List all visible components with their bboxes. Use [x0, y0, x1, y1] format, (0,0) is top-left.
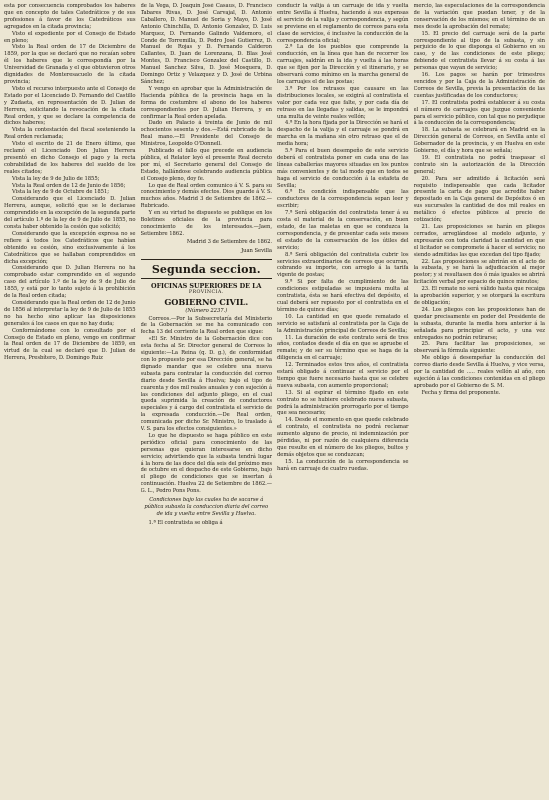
section-rule — [141, 278, 273, 279]
dateline: Madrid 3 de Setiembre de 1862. — [186, 238, 272, 245]
paragraph: Y vengo en aprobar que la Administración de Hacienda pública de la provincia haga en la forma de costumbre el abono de los haberes correspondientes por D. Julian Herrera, y en confirmar la Real orden apelada. — [140, 85, 272, 120]
paragraph: 19. El contratista no podrá traspasar el contrato sin la autorización de la Dirección general; — [413, 154, 545, 175]
paragraph: Vista la ley de 9 de Octubre de 1851; — [12, 189, 109, 196]
section-rule — [141, 259, 273, 260]
paragraph: Vista la contestación del fiscal sosteniendo la Real orden reclamada; — [4, 127, 136, 141]
section-heading: GOBIERNO CIVIL. — [164, 296, 249, 307]
paragraph: Visto la Real orden de 17 de Diciembre de 1859, por la que se declaró que no recaían sobre él los haberes que le correspondía por la Universidad de Granada y el que obtuvieron otros dignidades de Monteresacuelo de la citada provincia; — [4, 44, 136, 85]
paragraph: 25. Para facilitar las proposiciones, se observará la fórmula siguiente: — [413, 341, 545, 355]
paragraph: Lo que he dispuesto se haga público en este periódico oficial para conocimiento de las personas que quieran interesarse en dicho servicio; advirtiendo que la subasta tendrá lugar á la hora de las doce del día seis del próximo mes de octubre en el despacho de este Gobierno, bajo el pliego de condiciones que se insertan á continuación. Huelva 22 de Setiembre de 1862.—G. L., Pedro Pons Pons. — [140, 432, 272, 495]
paragraph: 5.ª Para el buen desempeño de este servicio deberá el contratista poner en cada una de las líneas caballerías mayores situadas en los puntos más convenientes y de tal modo que en todos se haga el servicio de conducción á la estafeta de Sevilla; — [277, 148, 409, 189]
paragraph: 4.ª En la hora fijada por la Dirección se hará el despacho de la valija y el carruaje se pondrá en marcha en la mañana sin otro retraso que el de media hora; — [277, 120, 409, 148]
paragraph: 13. Si al espirar el término fijado en este contrato no se hubiere celebrado nueva subasta, podrá la administración prorrogarlo por el tiempo que sea necesario; — [277, 389, 409, 417]
paragraph: conducir la valija á un carruaje de ida y vuelta entre Sevilla á Huelva, haciendo á sus expensas el servicio de la valija y correspondencia, y según se previene en el reglamento de correos para esta clase de servicios, é inclusive la conducción de la correspondencia oficial; — [277, 3, 409, 44]
paragraph: Considerando que D. Julian Herrera no ha comprobado estar comprendido en el segundo caso del artículo 1.º de la ley de 9 de Julio de 1855, y está por lo tanto sujeto á la prohibición de la Real orden citada; — [4, 265, 136, 300]
paragraph: 14. Desde el momento en que quede celebrado el contrato, el contratista no podrá reclamar aumento alguno de precio, ni indemnización por pérdidas, ni por razón de cualquiera diferencia que resulte en el número de los pliegos, bultos y demás objetos que se conduzcan; — [277, 417, 409, 458]
paragraph: 15. La conducción de la correspondencia se hará en carruaje de cuatro ruedas. — [277, 458, 409, 472]
paragraph: Y en su virtud he dispuesto se publique en los Boletines oficiales de la provincia para conocimiento de los interesados.—Jaen, Setiembre 1862. — [140, 210, 272, 237]
column-2 — [141, 3, 273, 800]
paragraph: 21. Las proposiciones se harán en pliegos cerrados, arreglándose al modelo adjunto, y expresarán con toda claridad la cantidad en que el licitador se compromete á hacer el servicio; no siendo admitidas las que excedan del tipo fijado; — [413, 224, 545, 258]
paragraph: 12. Terminados estos tres años, el contratista estará obligado á continuar el servicio por el tiempo que fuere necesario hasta que se celebre nueva subasta, con aumento proporcional; — [277, 362, 409, 389]
paragraph: 6.ª Es condición indispensable que las conductores de la correspondencia sepan leer y escribir; — [277, 189, 409, 210]
paragraph: Visto el expediente por el Consejo de Estado en pleno; — [4, 30, 136, 44]
column-1 — [4, 3, 136, 800]
section-subtitle: PROVINCIA. — [188, 289, 224, 295]
paragraph: «El Sr. Ministro de la Gobernación dice con esta fecha al Sr. Director general de Correos lo siguiente:—La Reina (q. D. g.), de conformidad con lo propuesto por esa Dirección general, se ha dignado mandar que se celebre una nueva subasta para contratar la conducción del correo diario desde Sevilla á Huelva; bajo el tipo de cuarenta y dos mil reales anuales y con sujeción á las condiciones del adjunto pliego, en el cual queda suprimida la creación de conductores especiales y á cargo del contratista el servicio de la expresada conducción.—De Real orden, comunicada por dicho Sr. Ministro, lo traslado á V. S. para los efectos consiguientes.» — [140, 336, 272, 433]
paragraph: 16. Los pagos se harán por trimestres vencidos y por la Caja de la Administración de Correos de Sevilla, previa la presentación de las cuentas justificadas de los conductores; — [413, 72, 545, 99]
paragraph: Considerando que el Licenciado D. Julian Herrera, aunque, solicitó que se le declarase comprendido en la excepción de la segunda parte del artículo 1.º de la ley de 9 de Julio de 1855, no consta haber obtenido la cesión que solicitó; — [4, 196, 136, 230]
paragraph: Visto el recurso interpuesto ante el Consejo de Estado por el Licenciado D. Fernando del Castillo y Zudaeta, en representación de D. Julian de Herrera, solicitando la revocación de la citada Real orden, y que se declare la competencia de dichos haberes; — [4, 85, 136, 127]
paragraph: Conformándome con lo consultado por el Consejo de Estado en pleno, vengo en confirmar la Real orden de 17 de Diciembre de 1859, en virtud de la cual se declaró que D. Julian de Herrera, Presbítero, D. Domingo Ruiz — [4, 327, 136, 362]
paragraph: Dado en Palacio á treinta de Junio de mil ochocientos sesenta y dos.—Está rubricado de la Real mano.—El Presidente del Consejo de Ministros, Leopoldo O'Donnell. — [140, 120, 272, 148]
paragraph: 9.ª Si por falta de cumplimiento de las condiciones estipuladas se impusiera multa al contratista, ésta se hará efectiva del depósito, el cual deberá ser repuesto por el contratista en el término de quince días; — [277, 279, 409, 313]
notice-number: (Número 2237.) — [185, 307, 228, 314]
paragraph: Me obligo á desempeñar la conducción del correo diario desde Sevilla á Huelva, y vice versa, por la cantidad de ..... reales vellón al año, con sujeción á las condiciones contenidas en el pliego aprobado por el Gobierno de S. M. — [413, 355, 545, 389]
paragraph: 23. El remate no será válido hasta que recaiga la aprobación superior, y se otorgará la escritura de obligación; — [413, 286, 545, 306]
paragraph: esta por consecuencia comprobados los haberes que en concepto de tales Catedráticos y de sus profesiones á favor de los Catedráticos sus agregados en la citada provincia; — [4, 3, 136, 30]
paragraph: 3.ª Por los retrasos que causare en las distribuciones locales, se exigirá al contratista el valor por cada vez que falte, y por cada día de retraso en las llegadas y salidas, se le impondrá una multa de veinte reales vellón; — [277, 85, 409, 120]
paragraph: de la Vega, D. Joaquin José Casaus, D. Francisco Tabares Rivas, D. José Carvajal, D. Antonio Caballero, D. Manuel de Soria y Mayo, D. José Antonio Chinchilla, D. Antonio Gonzalez, D. Luis Marquez, D. Fernando Galindo Valdemoro, el Conde de Torremilla, D. Pedro José Gutierrez, D. Manuel de Rojas y D. Fernando Calderon Callantes, D. Juan de Lorenzana, D. Blas José Montes, D. Francisco Gonzalez del Castillo, D. Manuel Sanchez Silva, D. José Mosquera, D. Domingo Ortiz y Velazquez y D. José de Urbina Sánchez; — [140, 3, 272, 85]
paragraph: 22. Las proposiciones se abrirán en el acto de la subasta, y se hará la adjudicación al mejor postor; y si resultasen dos ó más iguales se abrirá licitación verbal por espacio de quince minutos; — [413, 258, 545, 286]
column-4 — [414, 3, 546, 800]
section-subtitle: OFICINAS SUPERIORES DE LA — [151, 281, 262, 290]
paragraph: 11. La duración de este contrato será de tres años, contados desde el día en que se apruebe el remate; y de ser su término que se haga de la diligencia en el carruaje; — [277, 334, 409, 362]
section-title: Segunda seccion. — [151, 262, 261, 276]
paragraph: 7.ª Será obligación del contratista tener á su costa el material de la conservación, en buen estado, de las maletas en que se conduzca la correspondencia, y de presentar cada seis meses el estado de la conservación de los útiles del servicio; — [277, 210, 409, 251]
paragraph: mercio, las especulaciones de la correspondencia de la variación que puedan tener, y de la conservación de los mismos; en el término de un mes desde la aprobación del remate; — [413, 3, 545, 30]
paragraph: 18. La subasta se celebrará en Madrid en la Dirección general de Correos, en Sevilla ante el Gobernador de la provincia, y en Huelva en este Gobierno, el día y hora que se señala; — [413, 127, 545, 155]
paragraph: 24. Los pliegos con las proposiciones han de quedar precisamente en poder del Presidente de la subasta, durante la media hora anterior á la señalada para principiar el acto, y una vez entregados no podrán retirarse; — [413, 306, 545, 341]
paragraph: 17. El contratista podrá establecer á su costa el número de carruajes que juzgue conveniente para el servicio público, con tal que no perjudique á la conducción de la correspondencia; — [413, 99, 545, 127]
paragraph: Lo que de Real orden comunico á V. S. para su conocimiento y demás efectos. Dios guarde á V. S. muchos años. Madrid 3 de Setiembre de 1862.—Rubricado. — [140, 182, 272, 210]
paragraph: 15. El precio del carruaje será de la parte correspondiente al tipo de la subasta, y sin perjuicio de lo que disponga el Gobierno en su caso, y de las condiciones de este pliego; debiendo el contratista llevar á su costa á las personas que vayan de servicio; — [413, 30, 545, 72]
paragraph: 20. Para ser admitido á licitación será requisito indispensable que cada licitador presente la carta de pago que acredite haber depositado en la Caja general de Depósitos ó en sus sucursales la cantidad de dos mil reales en metálico ó efectos públicos al precio de cotización; — [413, 175, 545, 224]
paragraph: 2.ª La de los pueblos que comprende la conducción, en la línea que han de recorrer los carruajes, saldrán en la ida y vuelta á las horas que se fijen por la Dirección y el itinerario, y se observará como mínimo en la marcha general de los carruajes el de las postas; — [277, 44, 409, 85]
paragraph: 10. La cantidad en que quede rematado el servicio se satisfará al contratista por la Caja de la Administración principal de Correos de Sevilla; — [277, 313, 409, 334]
paragraph: 1.ª El contratista se obliga á — [148, 519, 223, 526]
column-3 — [277, 3, 409, 800]
paragraph: Correos.—Por la Subsecretaría del Ministerio de la Gobernación se me ha comunicado con fecha 13 del corriente la Real orden que sigue: — [140, 315, 272, 336]
conditions-heading: Condiciones bajo las cuales ha de sacarse á pública subasta la conduccion diaria del correo de ida y vuelta entre Sevilla y Huelva. — [144, 497, 269, 517]
signature-line: Juan Sevilla — [241, 247, 272, 254]
paragraph: Vista la ley de 9 de Julio de 1855; — [12, 175, 100, 182]
paragraph: Vista la Real orden de 12 de Junio de 1856; — [12, 182, 126, 189]
paragraph: Considerando que la Real orden de 12 de Junio de 1856 al interpretar la ley de 9 de Julio de 1855 no ha hecho sino aplicar las disposiciones generales á los casos en que no hay duda; — [4, 299, 136, 327]
paragraph: Visto el escrito de 21 de Enero último, que reclamó el Licenciado Don Julian Herrera presentó en dicho Consejo el pago y la recta cobrabilidad de los haberes del sueldo de los reales citados; — [4, 141, 136, 175]
paragraph: Publicado el fallo que precede en audiencia pública, el Relator leyó el presente Real decreto por mí, el Secretario general del Consejo de Estado, hallándose celebrando audiencia pública el Consejo pleno, doy fe. — [140, 148, 272, 182]
paragraph: Considerando que la excepción expresa no se refiere á todos los Catedráticos que habían obtenido su cesión, sino exclusivamente á los Catedráticos que se hallaban comprendidos en dicha excepción; — [4, 230, 136, 265]
paragraph: 8.ª Será obligación del contratista cubrir los servicios extraordinarios de correos que ocurran, cobrando su importe, con arreglo á la tarifa vigente de postas; — [277, 251, 409, 279]
paragraph: Fecha y firma del proponente. — [421, 389, 501, 396]
